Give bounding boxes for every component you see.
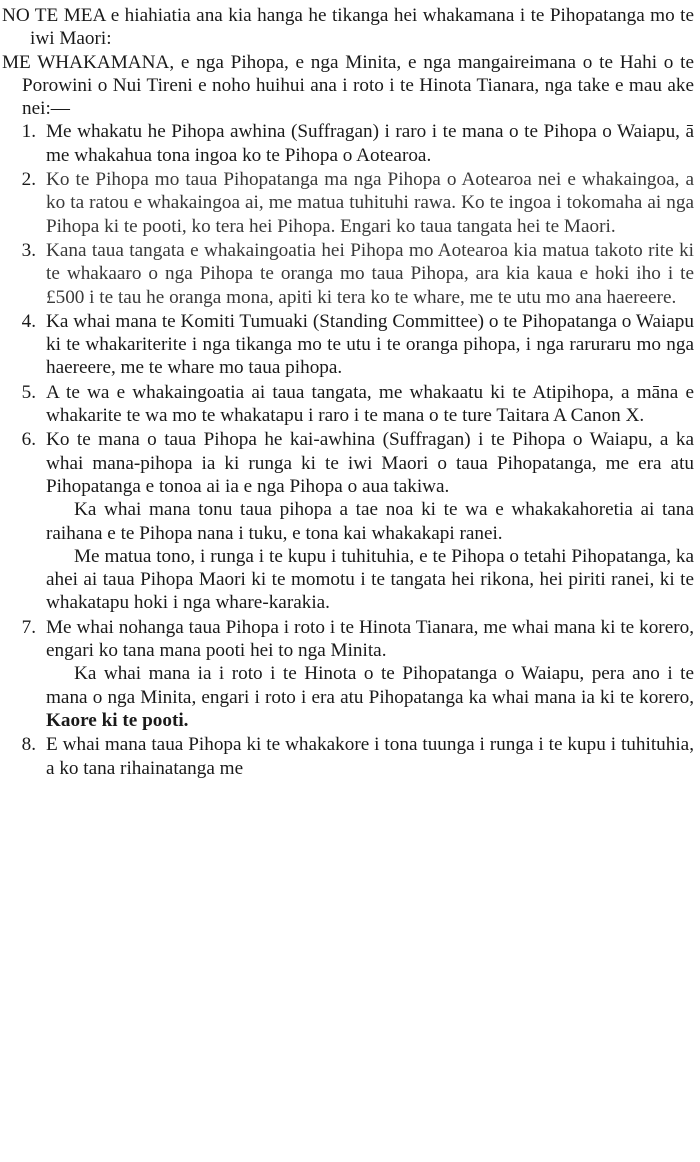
clause-text: Kana taua tangata e whakaingoatia hei Pihopa mo Aotearoa kia matua takoto rite ki te whakaaro o nga Pihopa te oranga mo taua Pihopa, ara kia kaua e hoki iho i te £500 i te tau he oranga mona, apiti ki tera ko te whare, me te utu mo ana haereere.: [46, 239, 694, 308]
clause-number: 7.: [21, 616, 36, 638]
clause-text: A te wa e whakaingoatia ai taua tangata, me whakaatu ki te Atipihopa, a māna e whakarite te wa mo te whakatapu i raro i te mana o te ture Taitara A Canon X.: [46, 381, 694, 427]
clause-subparagraph: Me matua tono, i runga i te kupu i tuhituhia, e te Pihopa o tetahi Pihopatanga, ka ahei ai taua Pihopa Maori ki te momotu i te tangata hei rikona, hei piriti ranei, ki te whakatapu hoki i nga whare-karakia.: [46, 545, 694, 614]
clause-8: [2, 733, 694, 780]
clause-6: [2, 428, 694, 614]
clause-subparagraph: [46, 662, 694, 732]
clause-number: 2.: [21, 169, 36, 191]
clause-number: 3.: [21, 239, 36, 261]
clause-5: [2, 381, 694, 428]
clause-text: E whai mana taua Pihopa ki te whakakore i tona tuunga i runga i te kupu i tuhituhia, a ko tana rihainatanga me: [46, 734, 694, 779]
clause-subparagraph: Ka whai mana tonu taua pihopa a tae noa ki te wa e whakakahoretia ai tana raihana e te Pihopa nana i tuku, e tona kai whakakapi ranei.: [46, 499, 694, 544]
clause-number: 1.: [21, 121, 36, 143]
clause-2: [2, 168, 694, 238]
clause-subparagraph-text: Ka whai mana ia i roto i te Hinota o te Pihopatanga o Waiapu, pera ano i te mana o nga Minita, engari i roto i era atu Pihopatanga ka whai mana ia ki te korero,: [46, 663, 694, 708]
clause-7: [2, 616, 694, 732]
clause-text: Me whai nohanga taua Pihopa i roto i te Hinota Tianara, me whai mana ki te korero, engari ko tana mana pooti hei to nga Minita.: [46, 616, 694, 662]
clause-text: Ko te Pihopa mo taua Pihopatanga ma nga Pihopa o Aotearoa nei e whakaingoa, a ko ta ratou e whakaingoa ai, me matua tuhituhi rawa. Ko te ingoa i tokomaha ai nga Pihopa ki te pooti, ko tera hei Pihopa. Engari ko taua tangata hei te Maori.: [46, 169, 694, 237]
clause-text: Ko te mana o taua Pihopa he kai-awhina (Suffragan) i te Pihopa o Waiapu, a ka whai mana-pihopa ia ki runga ki te iwi Maori o taua Pihopatanga, me era atu Pihopatanga e tonoa ai ia e nga Pihopa o aua takiwa.: [46, 429, 694, 497]
preamble-whereas: NO TE MEA e hiahiatia ana kia hanga he tikanga hei whakamana i te Pihopatanga mo te iwi Maori:: [2, 5, 694, 50]
clause-number: 6.: [21, 429, 36, 451]
clause-text: Me whakatu he Pihopa awhina (Suffragan) i raro i te mana o te Pihopa o Waiapu, ā me whakahua tona ingoa ko te Pihopa o Aotearoa.: [46, 121, 694, 166]
clause-number: 5.: [21, 381, 36, 403]
clause-3: [2, 239, 694, 309]
clause-text: Ka whai mana te Komiti Tumuaki (Standing Committee) o te Pihopatanga o Waiapu ki te whakariterite i nga tikanga mo te utu i te oranga pihopa, i nga raruraru mo nga haereere, me te whare mo taua pihopa.: [46, 310, 694, 379]
preamble-enactment: ME WHAKAMANA, e nga Pihopa, e nga Minita, e nga mangaireimana o te Hahi o te Porowini o Nui Tireni e noho huihui ana i roto i te Hinota Tianara, nga take e mau ake nei:—: [2, 51, 694, 120]
clause-emphasis: Kaore ki te pooti.: [46, 709, 189, 731]
clause-4: [2, 310, 694, 380]
clause-number: 8.: [21, 734, 36, 756]
clause-number: 4.: [21, 310, 36, 332]
clause-1: [2, 120, 694, 167]
